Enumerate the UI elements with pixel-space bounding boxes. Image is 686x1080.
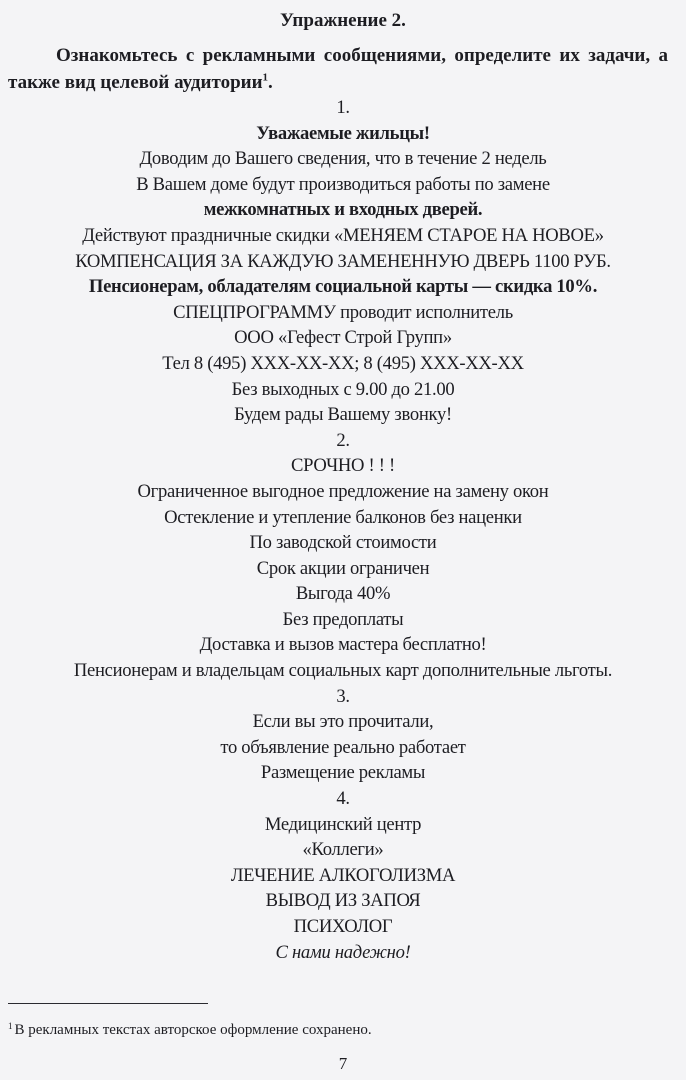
ad-block — [0, 95, 686, 428]
footnote-reference: 1 — [262, 71, 269, 84]
footnote-mark: 1 — [8, 1021, 13, 1031]
ad-line: Если вы это прочитали, — [252, 711, 434, 733]
ad-number: 3. — [336, 685, 350, 707]
ad-line: ВЫВОД ИЗ ЗАПОЯ — [265, 890, 421, 912]
ad-line: КОМПЕНСАЦИЯ ЗА КАЖДУЮ ЗАМЕНЕННУЮ ДВЕРЬ 1100 РУБ. — [75, 250, 611, 272]
ad-block — [0, 684, 686, 786]
ad-line: «Коллеги» — [302, 839, 384, 861]
ad-line: Уважаемые жильцы! — [256, 122, 430, 144]
ad-line: С нами надежно! — [275, 941, 411, 963]
ad-line: Пенсионерам, обладателям социальной карты — скидка 10%. — [88, 276, 598, 298]
ad-line: ПСИХОЛОГ — [293, 916, 393, 937]
ad-line: Выгода 40% — [295, 583, 391, 605]
ad-line: Ограниченное выгодное предложение на замену окон — [137, 480, 549, 502]
ad-block — [0, 428, 686, 684]
exercise-task-text: Ознакомьтесь с рекламными сообщениями, определите их задачи, а также вид целевой аудитории — [8, 45, 668, 93]
ad-number: 4. — [336, 788, 350, 810]
ad-line: Срок акции ограничен — [256, 557, 430, 579]
ad-number: 2. — [336, 429, 350, 451]
ad-number: 1. — [336, 97, 350, 118]
ad-line: По заводской стоимости — [249, 532, 437, 554]
ad-line: Доводим до Вашего сведения, что в течение 2 недель — [139, 148, 547, 170]
ad-line: Медицинский центр — [264, 813, 422, 835]
exercise-title: Упражнение 2. — [280, 10, 406, 31]
footnote-divider — [8, 1003, 208, 1004]
ad-line: Остекление и утепление балконов без наценки — [164, 506, 522, 528]
ad-line: Пенсионерам и владельцам социальных карт дополнительные льготы. — [73, 660, 613, 682]
footnote — [8, 1016, 372, 1040]
ad-line: Действуют праздничные скидки «МЕНЯЕМ СТАРОЕ НА НОВОЕ» — [82, 224, 604, 246]
ad-line: В Вашем доме будут производиться работы по замене — [136, 173, 550, 195]
ad-line: Тел 8 (495) XXX-XX-XX; 8 (495) XXX-XX-XX — [162, 352, 524, 374]
ad-line: ООО «Гефест Строй Групп» — [234, 327, 452, 349]
footnote-text: В рекламных текстах авторское оформление сохранено. — [14, 1022, 372, 1038]
ad-line: межкомнатных и входных дверей. — [203, 199, 483, 221]
exercise-task — [8, 42, 668, 96]
ad-line: Размещение рекламы — [260, 762, 426, 784]
ad-line: ЛЕЧЕНИЕ АЛКОГОЛИЗМА — [230, 864, 456, 886]
ad-line: Без выходных с 9.00 до 21.00 — [231, 378, 455, 400]
page-number: 7 — [338, 1054, 348, 1073]
ad-block — [0, 786, 686, 965]
ads-list — [0, 95, 686, 965]
ad-line: то объявление реально работает — [220, 736, 466, 758]
exercise-task-end: . — [268, 72, 273, 93]
ad-line: СПЕЦПРОГРАММУ проводит исполнитель — [173, 301, 513, 323]
ad-line: Доставка и вызов мастера бесплатно! — [199, 634, 487, 656]
ad-line: СРОЧНО ! ! ! — [291, 455, 395, 477]
ad-line: Без предоплаты — [282, 608, 404, 630]
ad-line: Будем рады Вашему звонку! — [234, 404, 452, 426]
